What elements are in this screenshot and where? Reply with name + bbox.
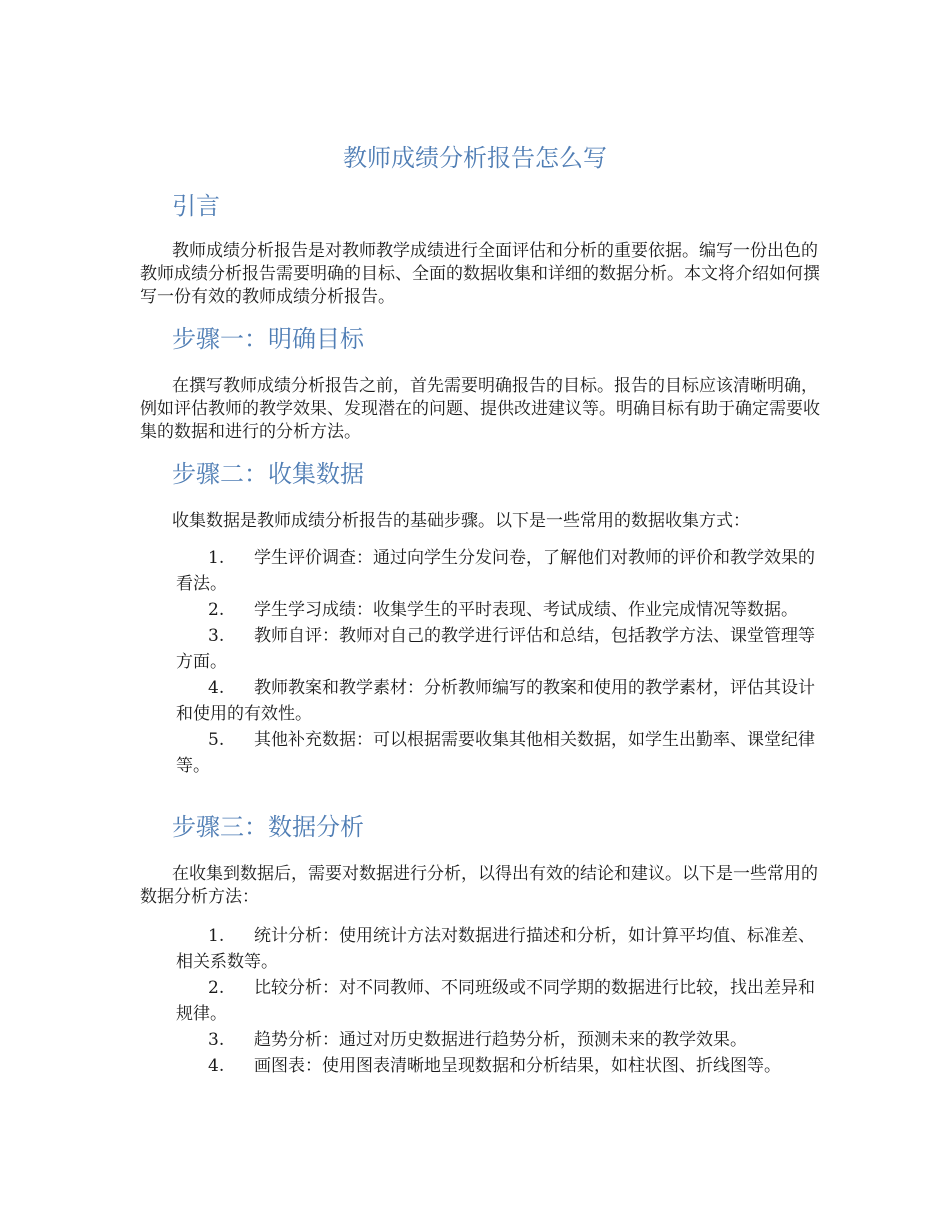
list-item [176,1053,816,1079]
list-item-text: 学生学习成绩：收集学生的平时表现、考试成绩、作业完成情况等数据。 [254,600,798,620]
list-item-number: 2. [208,978,225,998]
list-item-text: 教师自评：教师对自己的教学进行评估和总结，包括教学方法、课堂管理等方面。 [176,626,815,672]
list-item-text: 教师教案和教学素材：分析教师编写的教案和使用的教学素材，评估其设计和使用的有效性。 [176,678,815,724]
list-item-number: 5. [208,730,225,750]
list-item-number: 4. [208,1056,225,1076]
section-heading-introduction: 引言 [172,192,220,220]
document-title: 教师成绩分析报告怎么写 [343,144,607,172]
list-item-text: 画图表：使用图表清晰地呈现数据和分析结果，如柱状图、折线图等。 [254,1056,781,1076]
list-item-number: 2. [208,600,225,620]
section-heading-step-2: 步骤二：收集数据 [172,460,364,488]
section-paragraph-introduction: 教师成绩分析报告是对教师教学成绩进行全面评估和分析的重要依据。编写一份出色的教师成绩分析报告需要明确的目标、全面的数据收集和详细的数据分析。本文将介绍如何撰写一份有效的教师成绩分析报告。 [140,241,820,307]
list-item [176,1027,816,1053]
list-item-number: 3. [208,1030,225,1050]
section-paragraph-step-1: 在撰写教师成绩分析报告之前，首先需要明确报告的目标。报告的目标应该清晰明确，例如评估教师的教学效果、发现潜在的问题、提供改进建议等。明确目标有助于确定需要收集的数据和进行的分析方法。 [140,376,820,442]
list-item [176,923,816,975]
section-heading-step-3: 步骤三：数据分析 [172,813,364,841]
list-item-number: 4. [208,678,225,698]
section-heading-step-1: 步骤一：明确目标 [172,325,364,353]
list-item-text: 比较分析：对不同教师、不同班级或不同学期的数据进行比较，找出差异和规律。 [176,978,815,1024]
list-item-number: 3. [208,626,225,646]
list-item [176,975,816,1027]
list-item [176,727,816,779]
list-item [176,545,816,597]
list-item-text: 其他补充数据：可以根据需要收集其他相关数据，如学生出勤率、课堂纪律等。 [176,730,815,776]
list-item [176,623,816,675]
list-item [176,675,816,727]
data-collection-list [176,545,816,779]
list-item-number: 1. [208,548,225,568]
list-item-text: 统计分析：使用统计方法对数据进行描述和分析，如计算平均值、标准差、相关系数等。 [176,926,815,972]
list-item-text: 趋势分析：通过对历史数据进行趋势分析，预测未来的教学效果。 [254,1030,747,1050]
section-paragraph-step-3: 在收集到数据后，需要对数据进行分析，以得出有效的结论和建议。以下是一些常用的数据分析方法： [140,864,818,907]
list-item-number: 1. [208,926,225,946]
data-analysis-list [176,923,816,1079]
list-item [176,597,816,623]
section-paragraph-step-2: 收集数据是教师成绩分析报告的基础步骤。以下是一些常用的数据收集方式： [172,511,750,531]
list-item-text: 学生评价调查：通过向学生分发问卷，了解他们对教师的评价和教学效果的看法。 [176,548,815,594]
